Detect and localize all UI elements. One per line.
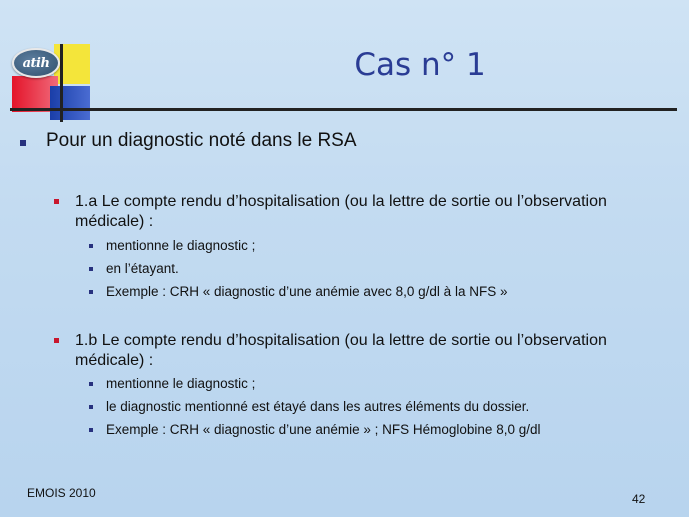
square-bullet-icon bbox=[89, 267, 93, 271]
section-b-item-text: le diagnostic mentionné est étayé dans les autres éléments du dossier. bbox=[106, 399, 530, 414]
page-number: 42 bbox=[632, 492, 646, 506]
logo-text: atih bbox=[22, 55, 50, 71]
red-square-bullet-icon bbox=[54, 199, 59, 204]
section-b-item-text: Exemple : CRH « diagnostic d’une anémie » ; NFS Hémoglobine 8,0 g/dl bbox=[106, 422, 541, 437]
slide-title: Cas n° 1 bbox=[354, 47, 486, 83]
main-bullet-text: Pour un diagnostic noté dans le RSA bbox=[46, 130, 357, 151]
atih-logo bbox=[10, 40, 100, 125]
section-b-heading: 1.b Le compte rendu d’hospitalisation (ou la lettre de sortie ou l’observation médicale) : bbox=[75, 332, 607, 369]
square-bullet-icon bbox=[89, 382, 93, 386]
logo-blue-square bbox=[50, 86, 90, 120]
square-bullet-icon bbox=[89, 290, 93, 294]
square-bullet-icon bbox=[89, 244, 93, 248]
red-square-bullet-icon bbox=[54, 338, 59, 343]
section-a-heading: 1.a Le compte rendu d’hospitalisation (ou la lettre de sortie ou l’observation médicale) : bbox=[75, 193, 607, 230]
square-bullet-icon bbox=[89, 405, 93, 409]
section-a-item-text: en l’étayant. bbox=[106, 261, 179, 276]
logo-oval bbox=[12, 48, 60, 78]
section-b-item-text: mentionne le diagnostic ; bbox=[106, 376, 256, 391]
section-a-item-text: mentionne le diagnostic ; bbox=[106, 238, 256, 253]
square-bullet-icon bbox=[20, 140, 26, 146]
footer-event: EMOIS 2010 bbox=[27, 486, 96, 500]
section-a-item-text: Exemple : CRH « diagnostic d’une anémie avec 8,0 g/dl à la NFS » bbox=[106, 284, 508, 299]
title-divider bbox=[10, 108, 677, 111]
square-bullet-icon bbox=[89, 428, 93, 432]
